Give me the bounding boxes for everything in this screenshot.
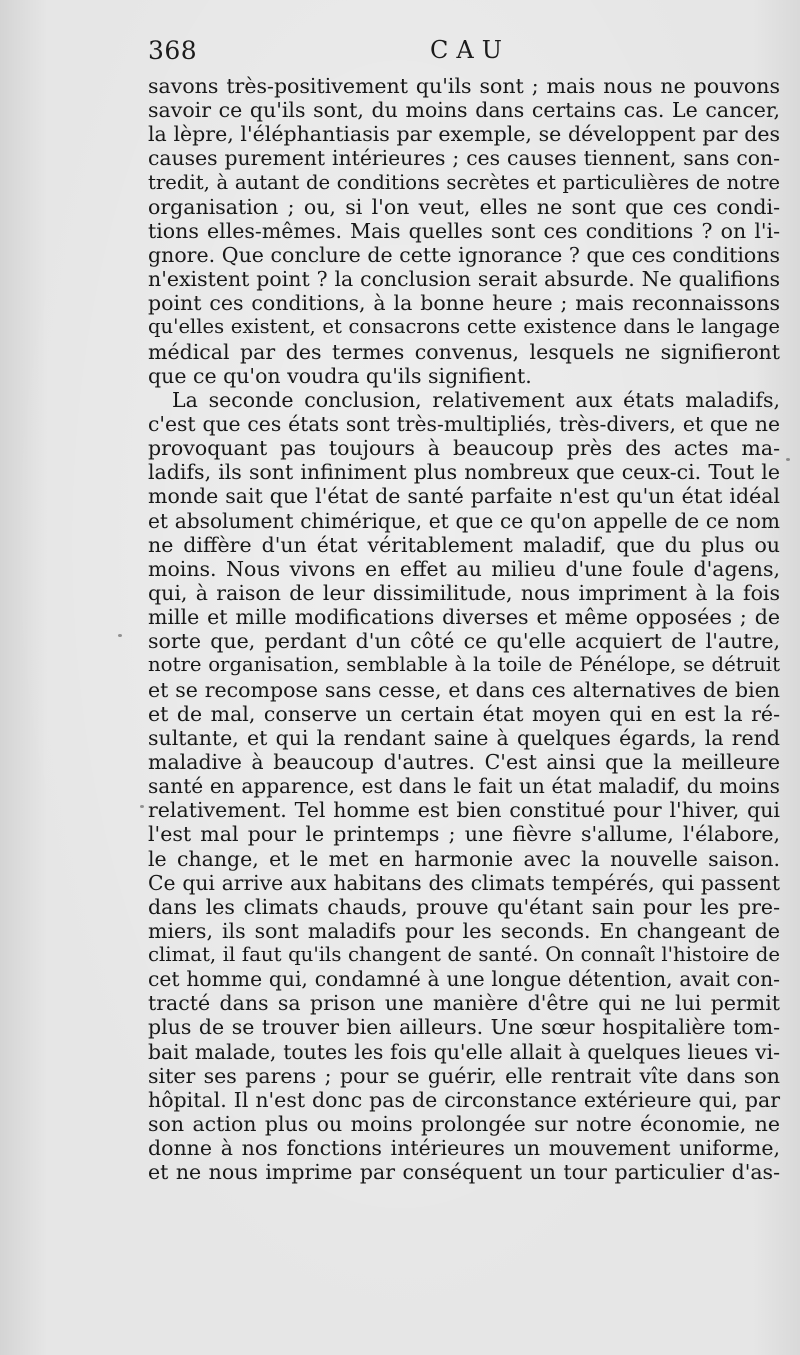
text-line: tracté dans sa prison une manière d'être qui ne lui permit: [148, 991, 780, 1016]
text-line: provoquant pas toujours à beaucoup près des actes ma-: [148, 436, 780, 461]
body-text: [148, 74, 780, 1184]
text-line: et de mal, conserve un certain état moyen qui en est la ré-: [148, 701, 780, 726]
text-line: qu'elles existent, et consacrons cette existence dans le langage: [148, 315, 780, 339]
paper-speck: [118, 634, 122, 637]
text-line: climat, il faut qu'ils changent de santé. On connaît l'histoire de: [148, 943, 780, 967]
paper-speck: [140, 805, 144, 808]
text-line: cet homme qui, condamné à une longue détention, avait con-: [148, 967, 780, 992]
text-line: mille et mille modifications diverses et même opposées ; de: [148, 605, 780, 630]
text-line: monde sait que l'état de santé parfaite n'est qu'un état idéal: [148, 484, 780, 509]
text-line: siter ses parens ; pour se guérir, elle rentrait vîte dans son: [148, 1063, 780, 1088]
text-line: médical par des termes convenus, lesquels ne signifieront: [148, 339, 780, 364]
page-number: 368: [148, 36, 198, 65]
text-line: et absolument chimérique, et que ce qu'on appelle de ce nom: [148, 508, 780, 533]
text-line: maladive à beaucoup d'autres. C'est ainsi que la meilleure: [148, 749, 780, 774]
text-line: qui, à raison de leur dissimilitude, nous impriment à la fois: [148, 580, 780, 605]
text-line: l'est mal pour le printemps ; une fièvre s'allume, l'élabore,: [148, 822, 780, 847]
running-head: [148, 36, 780, 72]
text-line: et ne nous imprime par conséquent un tour particulier d'as-: [148, 1160, 780, 1185]
running-title: CAU: [430, 36, 510, 64]
text-line: le change, et le met en harmonie avec la nouvelle saison.: [148, 846, 780, 871]
text-line: sultante, et qui la rendant saine à quelques égards, la rend: [148, 725, 780, 750]
text-line: savons très-positivement qu'ils sont ; mais nous ne pouvons: [148, 74, 780, 98]
text-line: sorte que, perdant d'un côté ce qu'elle acquiert de l'autre,: [148, 629, 780, 654]
text-line: la lèpre, l'éléphantiasis par exemple, se développent par des: [148, 122, 780, 147]
text-line: son action plus ou moins prolongée sur notre économie, ne: [148, 1112, 780, 1137]
text-line: santé en apparence, est dans le fait un état maladif, du moins: [148, 774, 780, 799]
text-line: Ce qui arrive aux habitans des climats tempérés, qui passent: [148, 870, 780, 895]
paper-speck: [786, 458, 790, 461]
text-line: bait malade, toutes les fois qu'elle allait à quelques lieues vi-: [148, 1039, 780, 1064]
text-line: c'est que ces états sont très-multipliés, très-divers, et que ne: [148, 411, 780, 436]
text-line: ladifs, ils sont infiniment plus nombreux que ceux-ci. Tout le: [148, 460, 780, 485]
text-line: plus de se trouver bien ailleurs. Une sœur hospitalière tom-: [148, 1015, 780, 1040]
text-line: gnore. Que conclure de cette ignorance ? que ces conditions: [148, 242, 780, 267]
text-line: savoir ce qu'ils sont, du moins dans certains cas. Le cancer,: [148, 98, 780, 123]
text-line: moins. Nous vivons en effet au milieu d'une foule d'agens,: [148, 556, 780, 581]
paragraph-start-line: La seconde conclusion, relativement aux états maladifs,: [172, 387, 780, 412]
text-line: point ces conditions, à la bonne heure ; mais reconnaissons: [148, 291, 780, 316]
text-line: et se recompose sans cesse, et dans ces alternatives de bien: [148, 677, 780, 702]
text-line: miers, ils sont maladifs pour les seconds. En changeant de: [148, 918, 780, 943]
text-line: n'existent point ? la conclusion serait absurde. Ne qualifions: [148, 267, 780, 292]
paragraph-end-line: que ce qu'on voudra qu'ils signifient.: [148, 363, 532, 388]
text-line: relativement. Tel homme est bien constitué pour l'hiver, qui: [148, 798, 780, 823]
text-line: hôpital. Il n'est donc pas de circonstance extérieure qui, par: [148, 1087, 780, 1112]
text-line: notre organisation, semblable à la toile de Pénélope, se détruit: [148, 653, 780, 677]
text-line: ne diffère d'un état véritablement maladif, que du plus ou: [148, 532, 780, 557]
text-line: causes purement intérieures ; ces causes tiennent, sans con-: [148, 146, 780, 171]
text-line: tredit, à autant de conditions secrètes et particulières de notre: [148, 170, 780, 194]
text-line: donne à nos fonctions intérieures un mouvement uniforme,: [148, 1136, 780, 1161]
text-line: tions elles-mêmes. Mais quelles sont ces conditions ? on l'i-: [148, 218, 780, 243]
text-line: organisation ; ou, si l'on veut, elles ne sont que ces condi-: [148, 194, 780, 219]
text-line: dans les climats chauds, prouve qu'étant sain pour les pre-: [148, 894, 780, 919]
